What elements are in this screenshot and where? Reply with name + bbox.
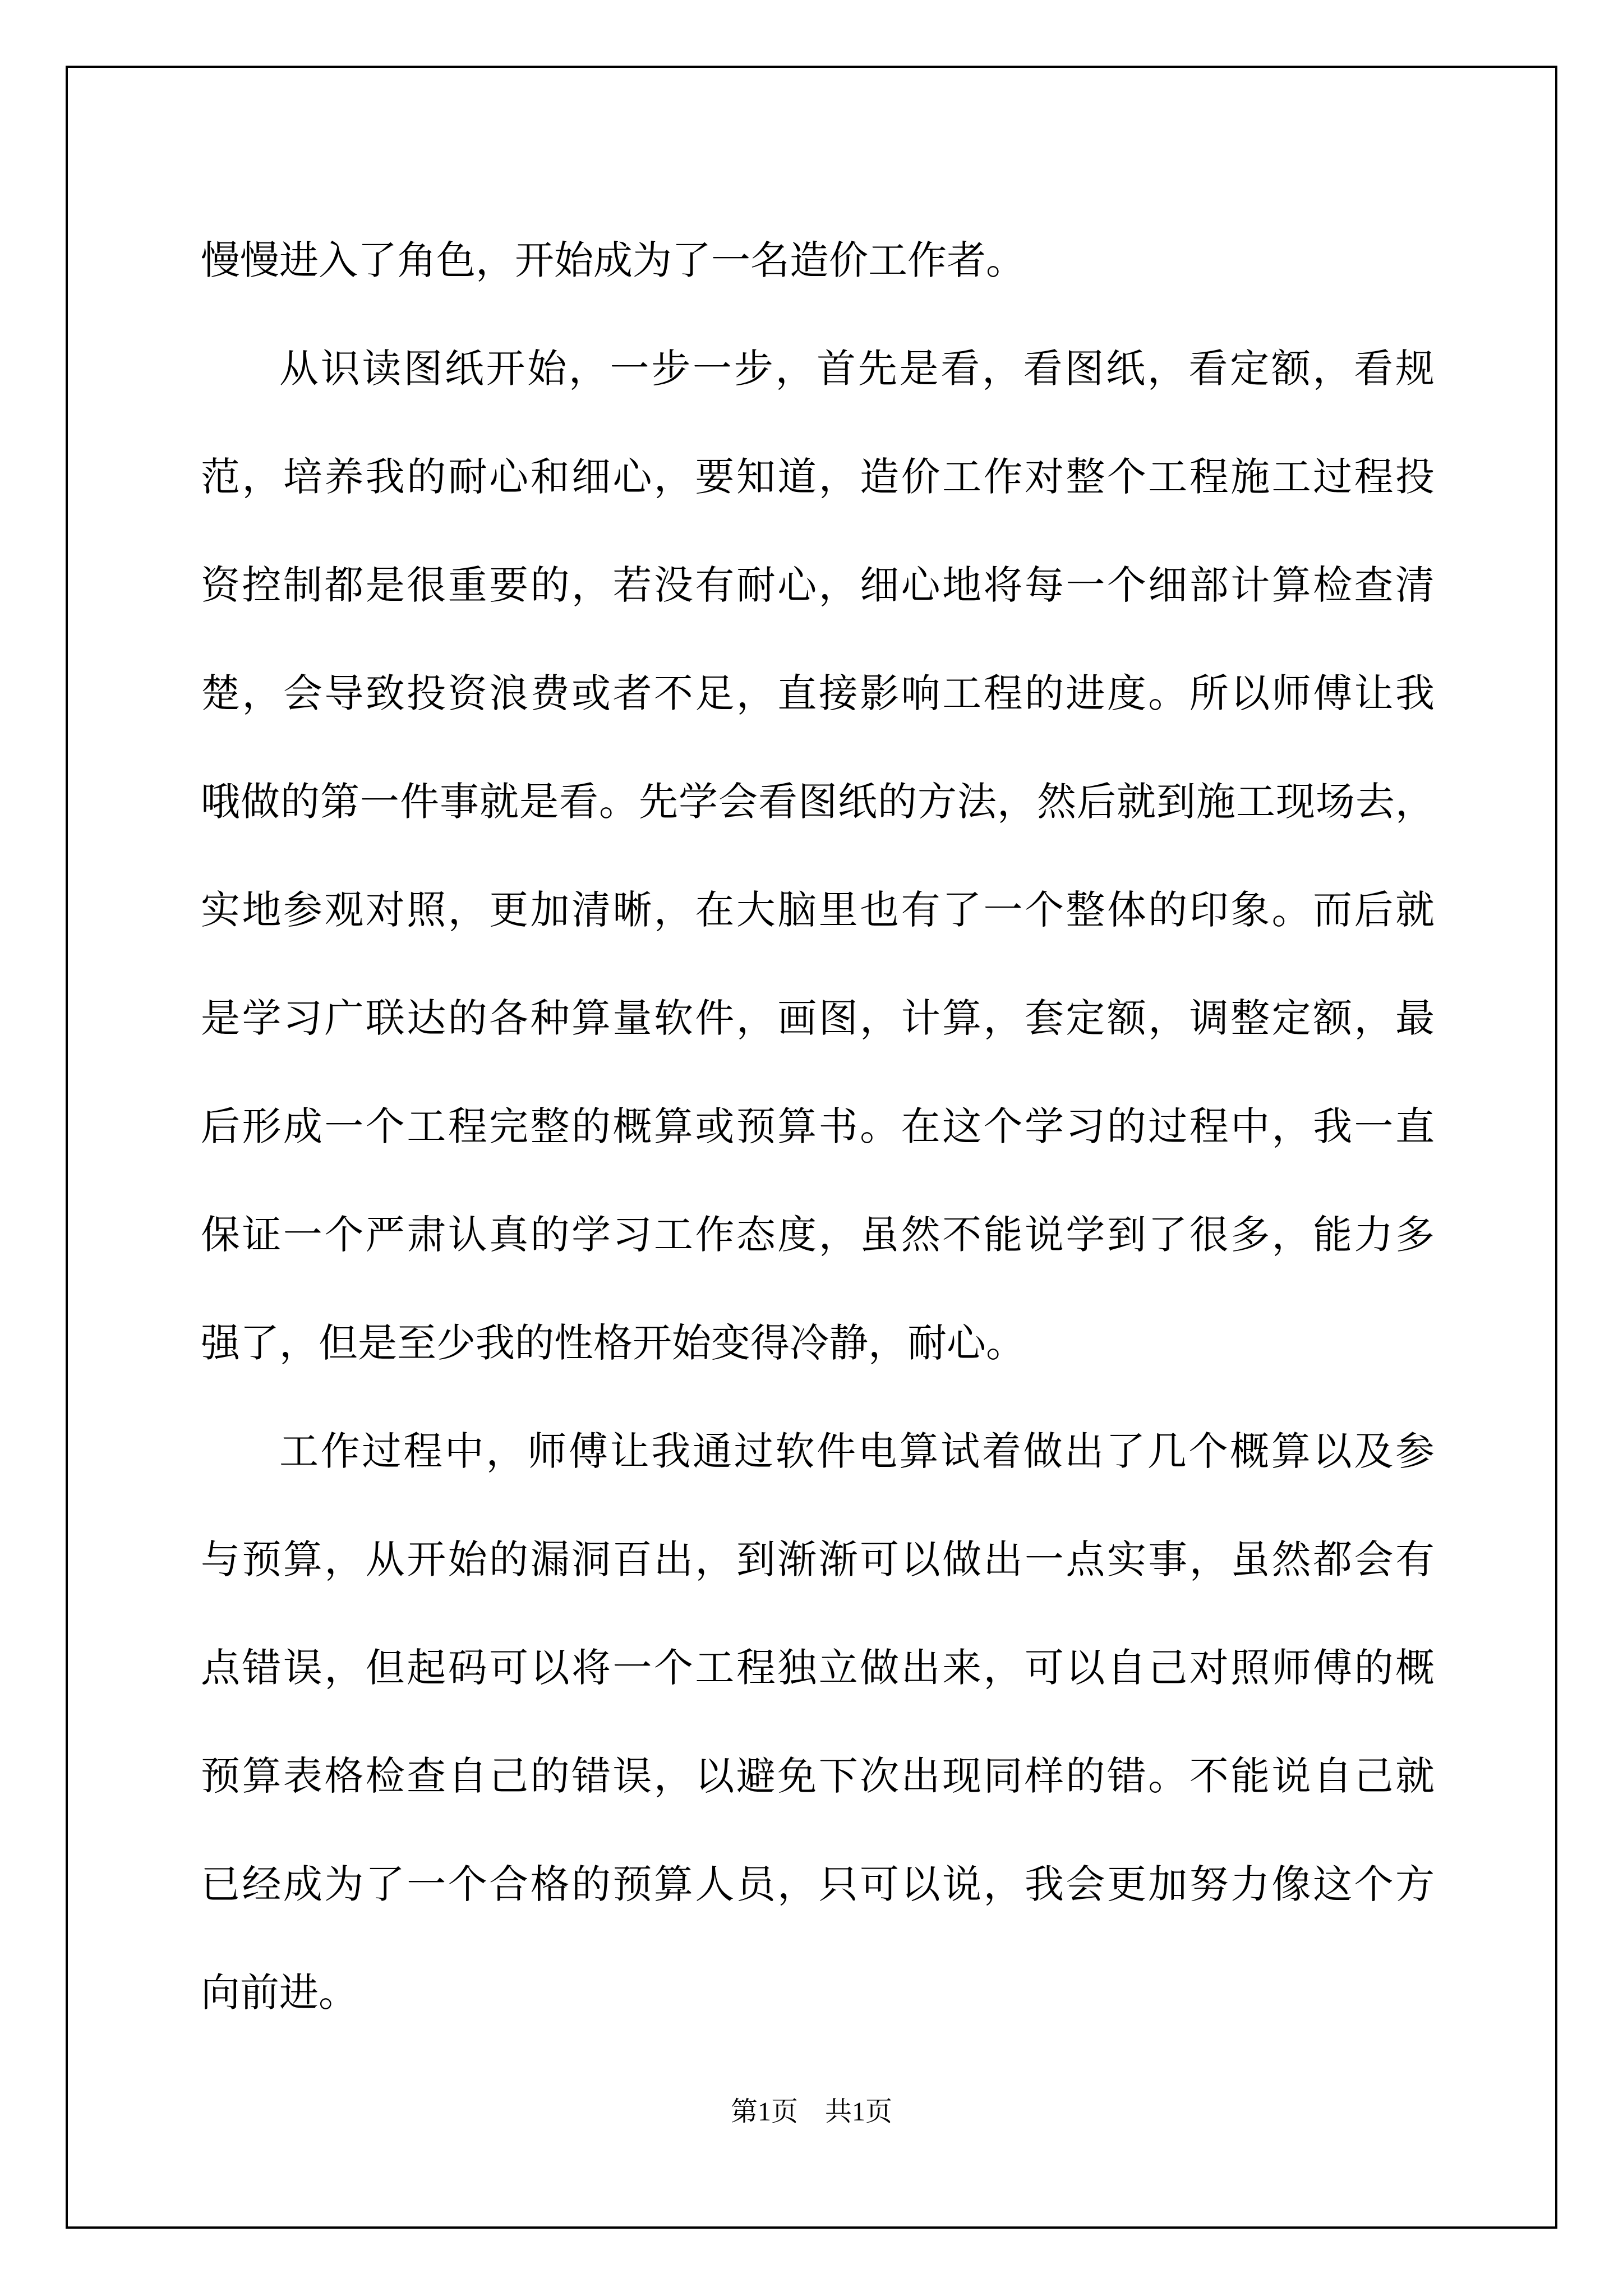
text-line: 楚，会导致投资浪费或者不足，直接影响工程的进度。所以师傅让我 bbox=[201, 670, 1435, 716]
text-line: 后形成一个工程完整的概算或预算书。在这个学习的过程中，我一直 bbox=[201, 1103, 1435, 1149]
text-line: 点错误，但起码可以将一个工程独立做出来，可以自己对照师傅的概 bbox=[201, 1645, 1435, 1691]
text-line: 哦做的第一件事就是看。先学会看图纸的方法，然后就到施工现场去， bbox=[201, 779, 1435, 825]
text-line: 是学习广联达的各种算量软件，画图，计算，套定额，调整定额，最 bbox=[201, 995, 1435, 1041]
text-line: 保证一个严肃认真的学习工作态度，虽然不能说学到了很多，能力多 bbox=[201, 1212, 1435, 1258]
text-line: 资控制都是很重要的，若没有耐心，细心地将每一个细部计算检查清 bbox=[201, 562, 1435, 608]
text-line: 强了，但是至少我的性格开始变得冷静，耐心。 bbox=[201, 1320, 1025, 1366]
page-footer bbox=[0, 2090, 1623, 2128]
text-line: 从识读图纸开始，一步一步，首先是看，看图纸，看定额，看规 bbox=[279, 346, 1435, 392]
document-body bbox=[201, 206, 1435, 2047]
text-line: 预算表格检查自己的错误，以避免下次出现同样的错。不能说自己就 bbox=[201, 1753, 1435, 1799]
text-line: 实地参观对照，更加清晰，在大脑里也有了一个整体的印象。而后就 bbox=[201, 887, 1435, 933]
text-line: 向前进。 bbox=[201, 1970, 358, 2016]
text-line: 范，培养我的耐心和细心，要知道，造价工作对整个工程施工过程投 bbox=[201, 454, 1435, 500]
page-number: 第1页 共1页 bbox=[730, 2097, 892, 2127]
text-line: 慢慢进入了角色，开始成为了一名造价工作者。 bbox=[201, 237, 1025, 283]
text-line: 与预算，从开始的漏洞百出，到渐渐可以做出一点实事，虽然都会有 bbox=[201, 1536, 1435, 1582]
text-line: 工作过程中，师傅让我通过软件电算试着做出了几个概算以及参 bbox=[279, 1428, 1435, 1474]
text-line: 已经成为了一个合格的预算人员，只可以说，我会更加努力像这个方 bbox=[201, 1861, 1435, 1907]
